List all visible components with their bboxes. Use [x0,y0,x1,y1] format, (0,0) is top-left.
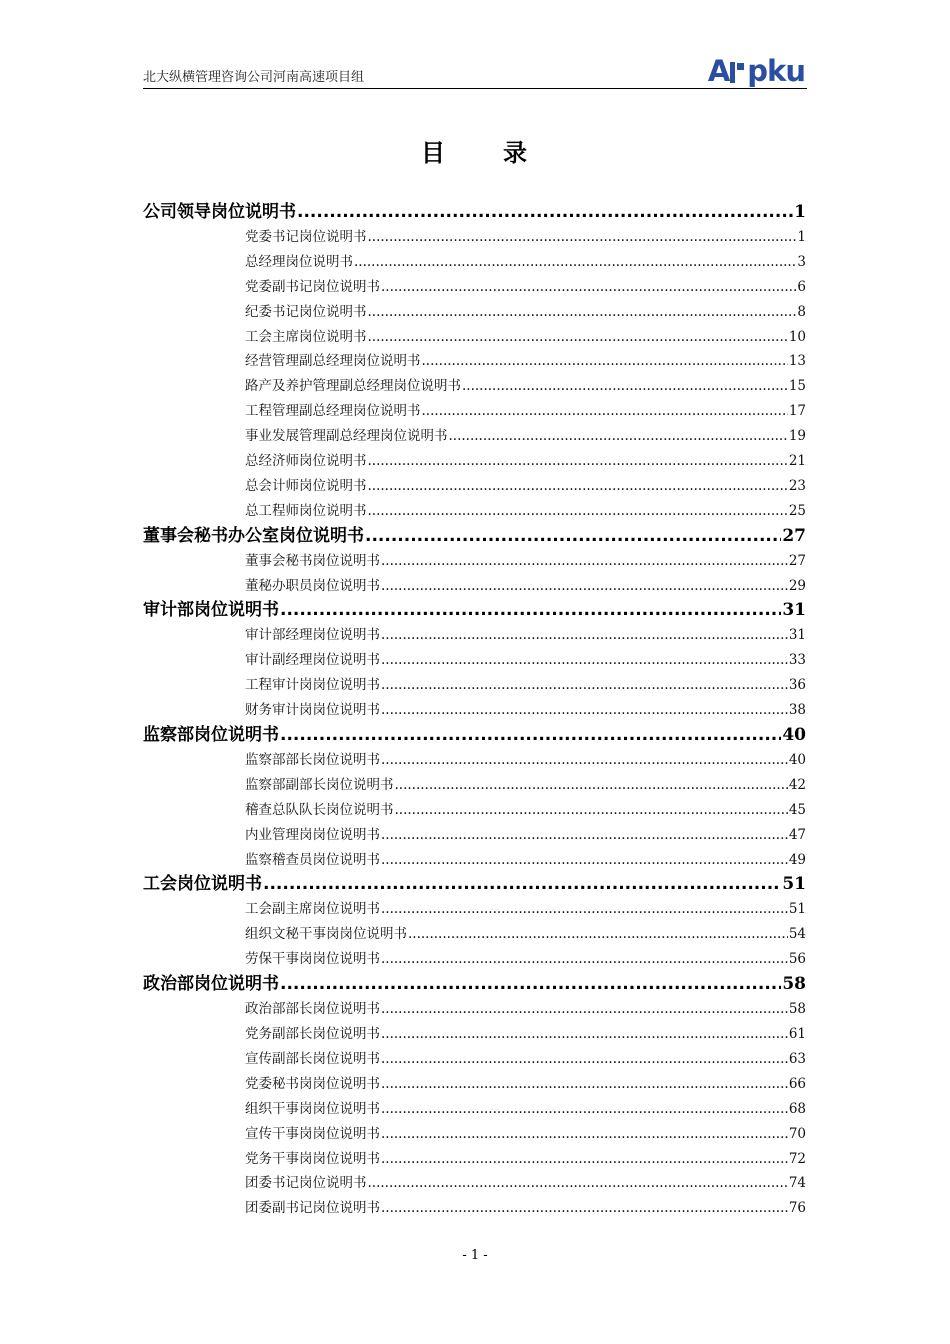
toc-item-title: 团委书记岗位说明书 [245,1175,367,1192]
toc-leader-dots [395,773,788,798]
toc-item-page: 51 [788,901,806,918]
toc-item-page: 6 [797,278,806,295]
toc-item-title: 总工程师岗位说明书 [245,502,367,519]
toc-section-page: 1 [794,202,806,222]
toc-item-entry[interactable] [245,549,806,574]
toc-item-title: 工程管理副总经理岗位说明书 [245,403,421,420]
toc-item-title: 总会计师岗位说明书 [245,477,367,494]
toc-leader-dots [422,399,788,424]
toc-item-page: 21 [788,453,806,470]
toc-item-page: 29 [788,577,806,594]
toc-section-title: 公司领导岗位说明书 [143,202,296,222]
toc-item-entry[interactable] [245,1022,806,1047]
toc-section-page: 58 [782,974,806,995]
toc-item-entry[interactable] [245,1097,806,1122]
toc-item-page: 45 [788,801,806,818]
toc-item-page: 49 [788,851,806,868]
toc-leader-dots [381,673,788,698]
toc-item-title: 财务审计岗岗位说明书 [245,702,380,719]
toc-item-title: 审计副经理岗位说明书 [245,652,380,669]
toc-item-entry[interactable] [245,424,806,449]
toc-item-title: 政治部部长岗位说明书 [245,1001,380,1018]
toc-item-entry[interactable] [245,250,806,275]
toc-item-page: 25 [788,502,806,519]
company-logo [708,56,805,86]
toc-leader-dots [449,424,788,449]
toc-section-title: 监察部岗位说明书 [143,725,279,746]
page-number: - 1 - [462,1248,488,1263]
toc-item-entry[interactable] [245,574,806,599]
toc-leader-dots [368,1171,788,1196]
toc-item-title: 董秘办职员岗位说明书 [245,577,380,594]
toc-leader-dots [422,349,788,374]
toc-leader-dots [297,200,793,225]
toc-section-entry[interactable] [143,200,806,225]
logo-square-mark [737,63,744,70]
page-title [0,133,950,168]
toc-item-page: 61 [788,1026,806,1043]
toc-section-title: 董事会秘书办公室岗位说明书 [143,525,364,546]
toc-section-page: 31 [782,600,806,621]
toc-item-page: 76 [788,1200,806,1217]
toc-leader-dots [368,499,788,524]
logo-bar-mark [730,62,735,83]
toc-leader-dots [368,449,788,474]
toc-item-page: 1 [797,229,806,245]
toc-item-title: 内业管理岗岗位说明书 [245,826,380,843]
toc-item-page: 27 [788,552,806,569]
toc-section-entry[interactable] [143,723,806,748]
toc-item-title: 组织文秘干事岗岗位说明书 [245,926,407,943]
toc-leader-dots [381,897,788,922]
toc-leader-dots [381,947,788,972]
toc-item-entry[interactable] [245,1171,806,1196]
toc-item-page: 40 [788,752,806,769]
toc-leader-dots [368,225,797,250]
toc-item-page: 10 [788,328,806,345]
toc-leader-dots [381,1147,788,1172]
toc-item-title: 监察部部长岗位说明书 [245,752,380,769]
toc-item-title: 路产及养护管理副总经理岗位说明书 [245,378,461,395]
toc-leader-dots [395,798,788,823]
toc-item-entry[interactable] [245,325,806,350]
toc-section-page: 40 [782,725,806,746]
toc-item-page: 42 [788,776,806,793]
toc-item-entry[interactable] [245,698,806,723]
toc-item-entry[interactable] [245,922,806,947]
toc-item-entry[interactable] [245,823,806,848]
toc-item-entry[interactable] [245,225,806,250]
toc-item-title: 党委副书记岗位说明书 [245,278,380,295]
toc-item-entry[interactable] [245,897,806,922]
toc-item-title: 董事会秘书岗位说明书 [245,552,380,569]
toc-item-entry[interactable] [245,449,806,474]
toc-item-entry[interactable] [245,1147,806,1172]
toc-item-page: 3 [797,253,806,270]
toc-leader-dots [368,474,788,499]
toc-item-entry[interactable] [245,1047,806,1072]
toc-leader-dots [381,823,788,848]
toc-item-entry[interactable] [245,349,806,374]
toc-leader-dots [368,300,797,325]
toc-item-entry[interactable] [245,848,806,873]
toc-leader-dots [381,1122,788,1147]
toc-item-entry[interactable] [245,798,806,823]
toc-section-page: 51 [782,874,806,895]
toc-item-page: 13 [788,353,806,370]
toc-item-entry[interactable] [245,1196,806,1221]
toc-leader-dots [280,598,781,623]
toc-item-title: 审计部经理岗位说明书 [245,627,380,644]
toc-item-page: 19 [788,428,806,445]
toc-item-title: 团委副书记岗位说明书 [245,1200,380,1217]
header-text: 北大纵横管理咨询公司河南高速项目组 [143,70,365,85]
toc-item-page: 56 [788,951,806,968]
title-char-2: 录 [503,139,529,167]
toc-item-title: 党务干事岗岗位说明书 [245,1150,380,1167]
toc-leader-dots [381,275,796,300]
toc-leader-dots [381,848,788,873]
toc-leader-dots [365,524,781,549]
toc-section-title: 审计部岗位说明书 [143,600,279,621]
toc-item-page: 63 [788,1050,806,1067]
toc-item-entry[interactable] [245,648,806,673]
toc-item-entry[interactable] [245,623,806,648]
toc-item-entry[interactable] [245,275,806,300]
toc-item-page: 72 [788,1150,806,1167]
toc-item-entry[interactable] [245,773,806,798]
toc-leader-dots [381,549,788,574]
toc-item-entry[interactable] [245,1122,806,1147]
toc-item-title: 工会主席岗位说明书 [245,328,367,345]
toc-leader-dots [408,922,788,947]
toc-item-page: 47 [788,826,806,843]
toc-item-page: 23 [788,477,806,494]
toc-leader-dots [381,648,788,673]
toc-item-page: 36 [788,677,806,694]
toc-section-page: 27 [782,525,806,546]
toc-item-entry[interactable] [245,748,806,773]
toc-item-title: 总经理岗位说明书 [245,253,353,270]
toc-item-title: 宣传干事岗岗位说明书 [245,1125,380,1142]
toc-leader-dots [381,748,788,773]
table-of-contents [143,200,806,1221]
toc-leader-dots [462,374,788,399]
toc-item-page: 33 [788,652,806,669]
toc-item-entry[interactable] [245,673,806,698]
toc-item-page: 8 [797,303,806,320]
toc-item-page: 38 [788,702,806,719]
toc-item-page: 68 [788,1100,806,1117]
toc-section-entry[interactable] [143,872,806,897]
toc-item-title: 组织干事岗岗位说明书 [245,1100,380,1117]
toc-item-title: 监察稽查员岗位说明书 [245,851,380,868]
toc-leader-dots [381,1072,788,1097]
toc-item-title: 劳保干事岗岗位说明书 [245,951,380,968]
toc-item-title: 总经济师岗位说明书 [245,453,367,470]
toc-item-page: 31 [788,627,806,644]
toc-leader-dots [381,1196,788,1221]
toc-item-title: 党委书记岗位说明书 [245,229,367,245]
toc-item-title: 纪委书记岗位说明书 [245,303,367,320]
logo-text-a: A [707,54,730,88]
toc-item-entry[interactable] [245,947,806,972]
toc-leader-dots [381,698,788,723]
toc-item-title: 事业发展管理副总经理岗位说明书 [245,428,448,445]
toc-section-title: 政治部岗位说明书 [143,974,279,995]
toc-section-title: 工会岗位说明书 [143,874,262,895]
toc-item-entry[interactable] [245,499,806,524]
toc-item-entry[interactable] [245,374,806,399]
toc-item-page: 70 [788,1125,806,1142]
toc-item-entry[interactable] [245,997,806,1022]
toc-leader-dots [381,1097,788,1122]
toc-item-title: 监察部副部长岗位说明书 [245,776,394,793]
toc-item-page: 74 [788,1175,806,1192]
toc-item-title: 经营管理副总经理岗位说明书 [245,353,421,370]
toc-item-title: 工程审计岗岗位说明书 [245,677,380,694]
toc-section-entry[interactable] [143,524,806,549]
toc-item-page: 15 [788,378,806,395]
toc-item-entry[interactable] [245,300,806,325]
toc-item-page: 54 [788,926,806,943]
toc-item-entry[interactable] [245,399,806,424]
toc-leader-dots [381,574,788,599]
toc-item-entry[interactable] [245,474,806,499]
logo-text-pku: pku [747,54,805,88]
toc-item-title: 宣传副部长岗位说明书 [245,1050,380,1067]
toc-item-title: 稽查总队队长岗位说明书 [245,801,394,818]
toc-leader-dots [381,1022,788,1047]
toc-leader-dots [381,1047,788,1072]
toc-item-page: 66 [788,1075,806,1092]
toc-leader-dots [280,972,781,997]
toc-leader-dots [381,623,788,648]
toc-item-entry[interactable] [245,1072,806,1097]
toc-leader-dots [354,250,796,275]
toc-item-title: 党务副部长岗位说明书 [245,1026,380,1043]
toc-section-entry[interactable] [143,972,806,997]
title-char-1: 目 [421,139,447,167]
toc-item-page: 58 [788,1001,806,1018]
page-header [143,52,807,89]
toc-item-title: 党委秘书岗岗位说明书 [245,1075,380,1092]
toc-item-page: 17 [788,403,806,420]
toc-leader-dots [280,723,781,748]
toc-leader-dots [263,872,781,897]
toc-leader-dots [368,325,788,350]
toc-item-title: 工会副主席岗位说明书 [245,901,380,918]
toc-leader-dots [381,997,788,1022]
toc-section-entry[interactable] [143,598,806,623]
